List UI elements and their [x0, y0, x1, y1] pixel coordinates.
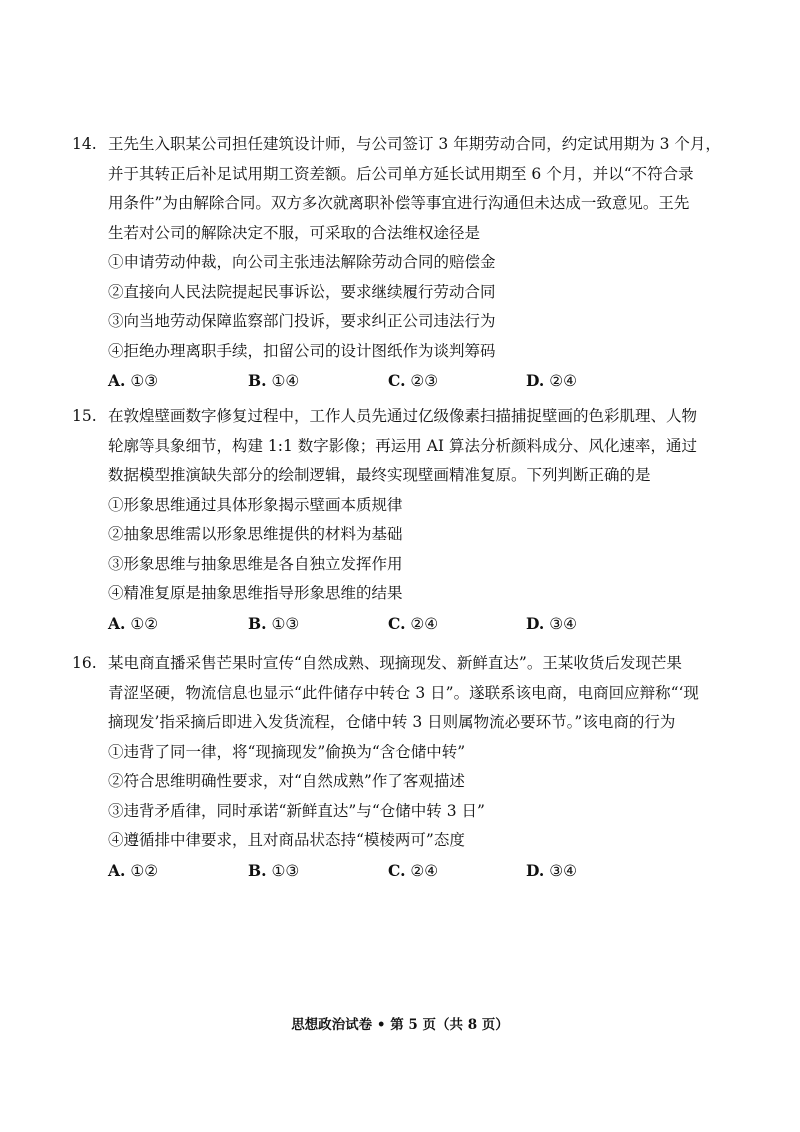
choice-d: D. ③④	[526, 860, 578, 880]
statement-option: ②符合思维明确性要求，对“自然成熟”作了客观描述	[108, 772, 465, 790]
answer-choices	[72, 366, 712, 396]
statement-option: ②直接向人民法院提起民事诉讼，要求继续履行劳动合同	[108, 282, 496, 301]
statement-option: ③向当地劳动保障监察部门投诉，要求纠正公司违法行为	[108, 312, 496, 330]
question-stem-line: 并于其转正后补足试用期工资差额。后公司单方延长试用期至 6 个月，并以“不符合录	[108, 164, 694, 183]
question-stem-line: 轮廓等具象细节，构建 1:1 数字影像；再运用 AI 算法分析颜料成分、风化速率，通过	[108, 436, 697, 455]
question-15	[72, 402, 712, 638]
statement-option: ④遵循排中律要求，且对商品状态持“模棱两可”态度	[108, 831, 465, 849]
choice-a: A. ①③	[108, 371, 159, 390]
choice-a: A. ①②	[108, 860, 159, 880]
choice-c: C. ②④	[388, 613, 439, 633]
question-stem-line: 数据模型推演缺失部分的绘制逻辑，最终实现壁画精准复原。下列判断正确的是	[108, 466, 651, 484]
question-number: 14.	[72, 135, 97, 153]
choice-c: C. ②④	[388, 860, 439, 880]
question-number: 15.	[72, 407, 97, 425]
question-16	[72, 649, 712, 885]
choice-d: D. ②④	[526, 371, 578, 390]
question-stem-line: 16. 某电商直播采售芒果时宣传“自然成熟、现摘现发、新鲜直达”。王某收货后发现芒果	[72, 649, 712, 679]
statement-option: ③形象思维与抽象思维是各自独立发挥作用	[108, 554, 403, 573]
answer-choices	[72, 856, 712, 886]
statement-option: ③违背矛盾律，同时承诺“新鲜直达”与“仓储中转 3 日”	[108, 801, 485, 820]
statement-option: ①违背了同一律，将“现摘现发”偷换为“含仓储中转”	[108, 742, 466, 761]
question-stem-line: 14. 王先生入职某公司担任建筑设计师，与公司签订 3 年期劳动合同，约定试用期为 3 个月，	[72, 130, 712, 160]
statement-option: ④精准复原是抽象思维指导形象思维的结果	[108, 584, 403, 602]
choice-b: B. ①③	[248, 613, 300, 633]
answer-choices	[72, 609, 712, 639]
question-stem-line: 摘现发’指采摘后即进入发货流程，仓储中转 3 日则属物流必要环节。”该电商的行为	[108, 713, 676, 731]
statement-option: ①形象思维通过具体形象揭示壁画本质规律	[108, 495, 403, 514]
question-14	[72, 130, 721, 396]
choice-a: A. ①②	[108, 613, 159, 633]
page-footer: 思想政治试卷 • 第 5 页（共 8 页）	[291, 1017, 509, 1033]
statement-option: ②抽象思维需以形象思维提供的材料为基础	[108, 525, 403, 543]
question-stem-line: 青涩坚硬，物流信息也显示“此件储存中转仓 3 日”。遂联系该电商，电商回应辩称“‘现	[108, 683, 699, 702]
question-stem-line: 生若对公司的解除决定不服，可采取的合法维权途径是	[108, 223, 481, 242]
question-stem-line: 15. 在敦煌壁画数字修复过程中，工作人员先通过亿级像素扫描捕捉壁画的色彩肌理、人物	[72, 402, 712, 432]
choice-d: D. ③④	[526, 613, 578, 633]
statement-option: ①申请劳动仲裁，向公司主张违法解除劳动合同的赔偿金	[108, 253, 496, 271]
choice-b: B. ①③	[248, 860, 300, 880]
choice-c: C. ②③	[388, 371, 439, 390]
question-number: 16.	[72, 654, 97, 672]
choice-b: B. ①④	[248, 371, 300, 390]
question-stem-line: 用条件”为由解除合同。双方多次就离职补偿等事宜进行沟通但未达成一致意见。王先	[108, 194, 690, 212]
statement-option: ④拒绝办理离职手续，扣留公司的设计图纸作为谈判筹码	[108, 341, 496, 360]
